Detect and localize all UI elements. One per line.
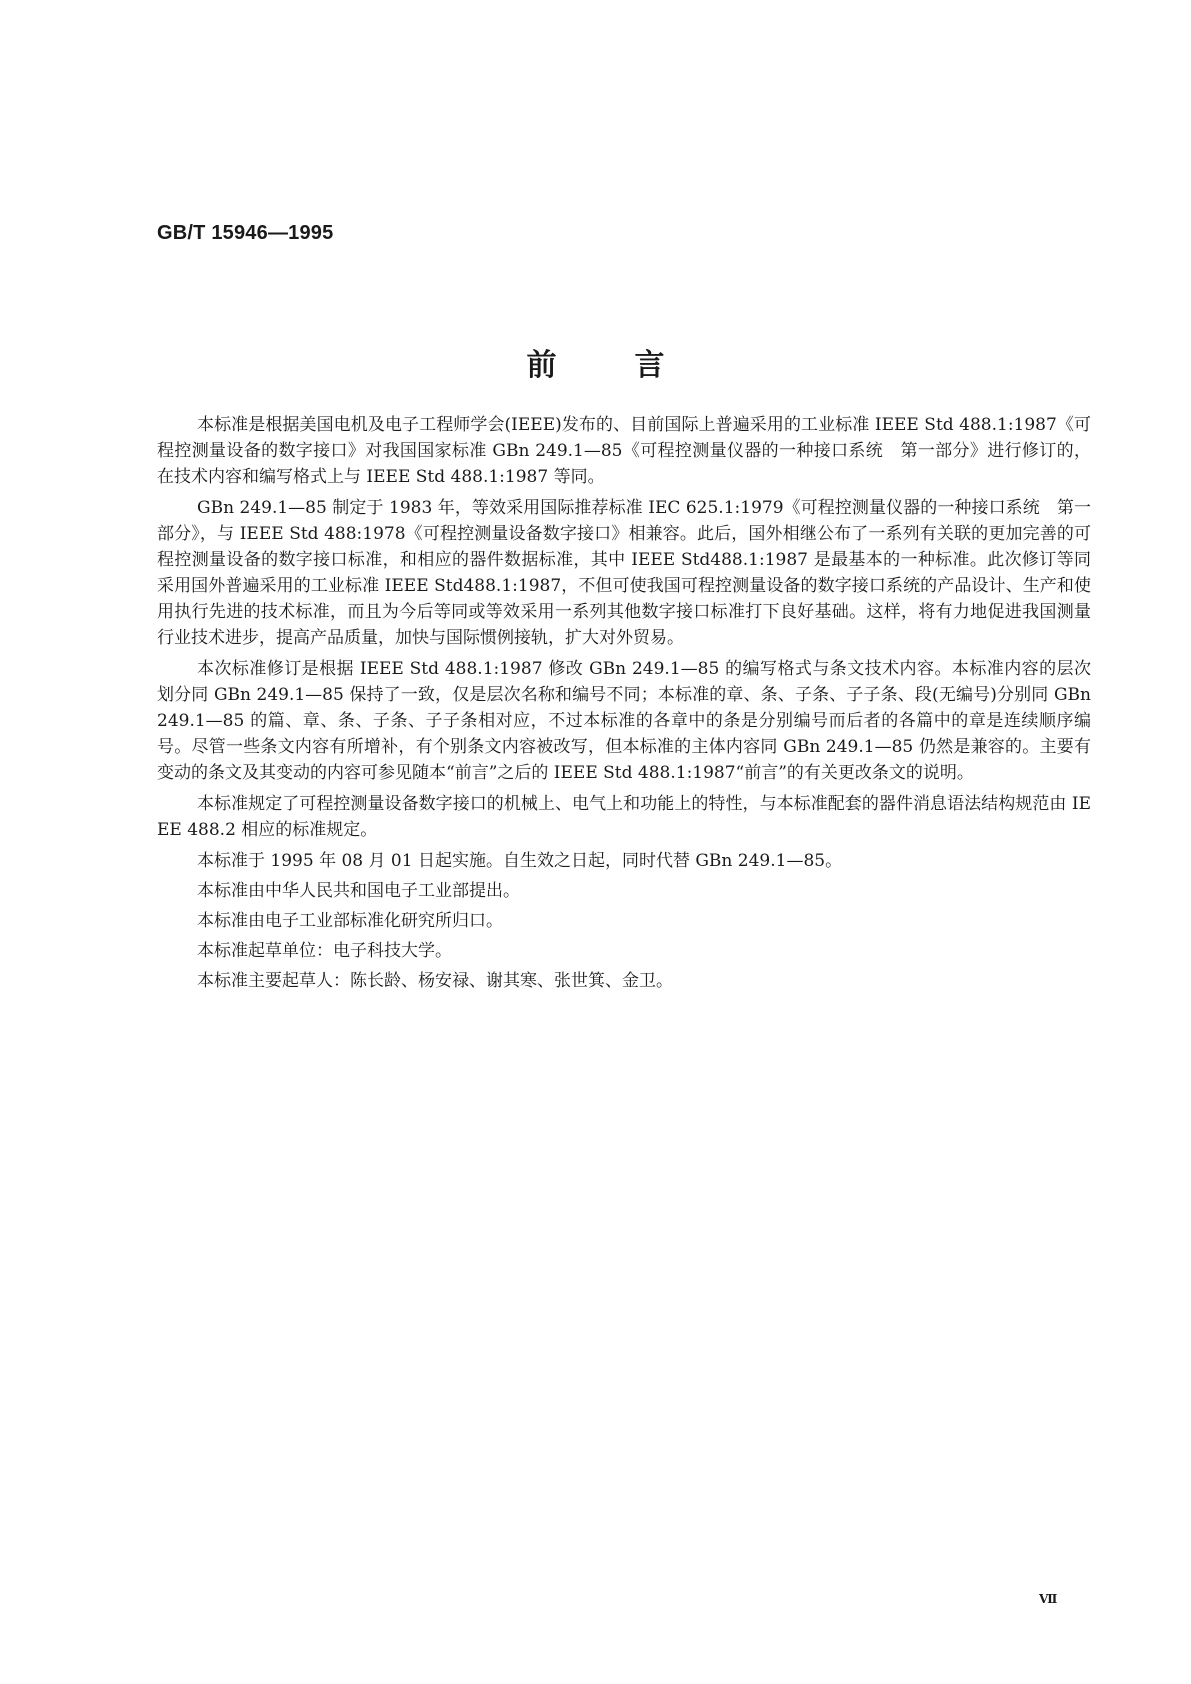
standard-code: GB/T 15946—1995 [157,222,334,244]
line-administrator: 本标准由电子工业部标准化研究所归口。 [197,911,503,931]
paragraph-ieee-basis: 本标准是根据美国电机及电子工程师学会(IEEE)发布的、目前国际上普遍采用的工业标准 IEEE Std 488.1:1987《可程控测量设备的数字接口》对我国国家标准 GBn 249.1—85《可程控测量仪器的一种接口系统 第一部分》进行修订的，在技术内容和编写格式上与 IEEE Std 488.1:1987 等同。 [157,415,1091,487]
paragraph-revision: 本次标准修订是根据 IEEE Std 488.1:1987 修改 GBn 249.1—85 的编写格式与条文技术内容。本标准内容的层次划分同 GBn 249.1—85 保持了一致，仅是层次名称和编号不同；本标准的章、条、子条、子子条、段(无编号)分别同 GBn 249.1—85 的篇、章、条、子条、子子条相对应，不过本标准的各章中的条是分别编号而后者的各篇中的章是连续顺序编号。尽管一些条文内容有所增补，有个别条文内容被改写，但本标准的主体内容同 GBn 249.1—85 仍然是兼容的。主要有变动的条文及其变动的内容可参见随本“前言”之后的 IEEE Std 488.1:1987“前言”的有关更改条文的说明。 [157,659,1091,783]
foreword-body [157,412,1091,998]
page-number: Ⅶ [1039,1592,1058,1606]
line-drafters: 本标准主要起草人：陈长龄、杨安禄、谢其寒、张世箕、金卫。 [197,971,673,991]
line-effective-date: 本标准于 1995 年 08 月 01 日起实施。自生效之日起，同时代替 GBn 249.1—85。 [197,851,843,871]
paragraph-history: GBn 249.1—85 制定于 1983 年，等效采用国际推荐标准 IEC 625.1:1979《可程控测量仪器的一种接口系统 第一部分》，与 IEEE Std 488:1978《可程控测量设备数字接口》相兼容。此后，国外相继公布了一系列有关联的更加完善的可程控测量设备的数字接口标准，和相应的器件数据标准，其中 IEEE Std488.1:1987 是最基本的一种标准。此次修订等同采用国外普遍采用的工业标准 IEEE Std488.1:1987，不但可使我国可程控测量设备的数字接口系统的产品设计、生产和使用执行先进的技术标准，而且为今后等同或等效采用一系列其他数字接口标准打下良好基础。这样，将有力地促进我国测量行业技术进步，提高产品质量，加快与国际惯例接轨，扩大对外贸易。 [157,498,1091,648]
paragraph-scope: 本标准规定了可程控测量设备数字接口的机械上、电气上和功能上的特性，与本标准配套的器件消息语法结构规范由 IEEE 488.2 相应的标准规定。 [157,794,1091,840]
line-drafting-unit: 本标准起草单位：电子科技大学。 [197,941,452,961]
page-title: 前言 [526,348,743,383]
line-proposer: 本标准由中华人民共和国电子工业部提出。 [197,881,520,901]
